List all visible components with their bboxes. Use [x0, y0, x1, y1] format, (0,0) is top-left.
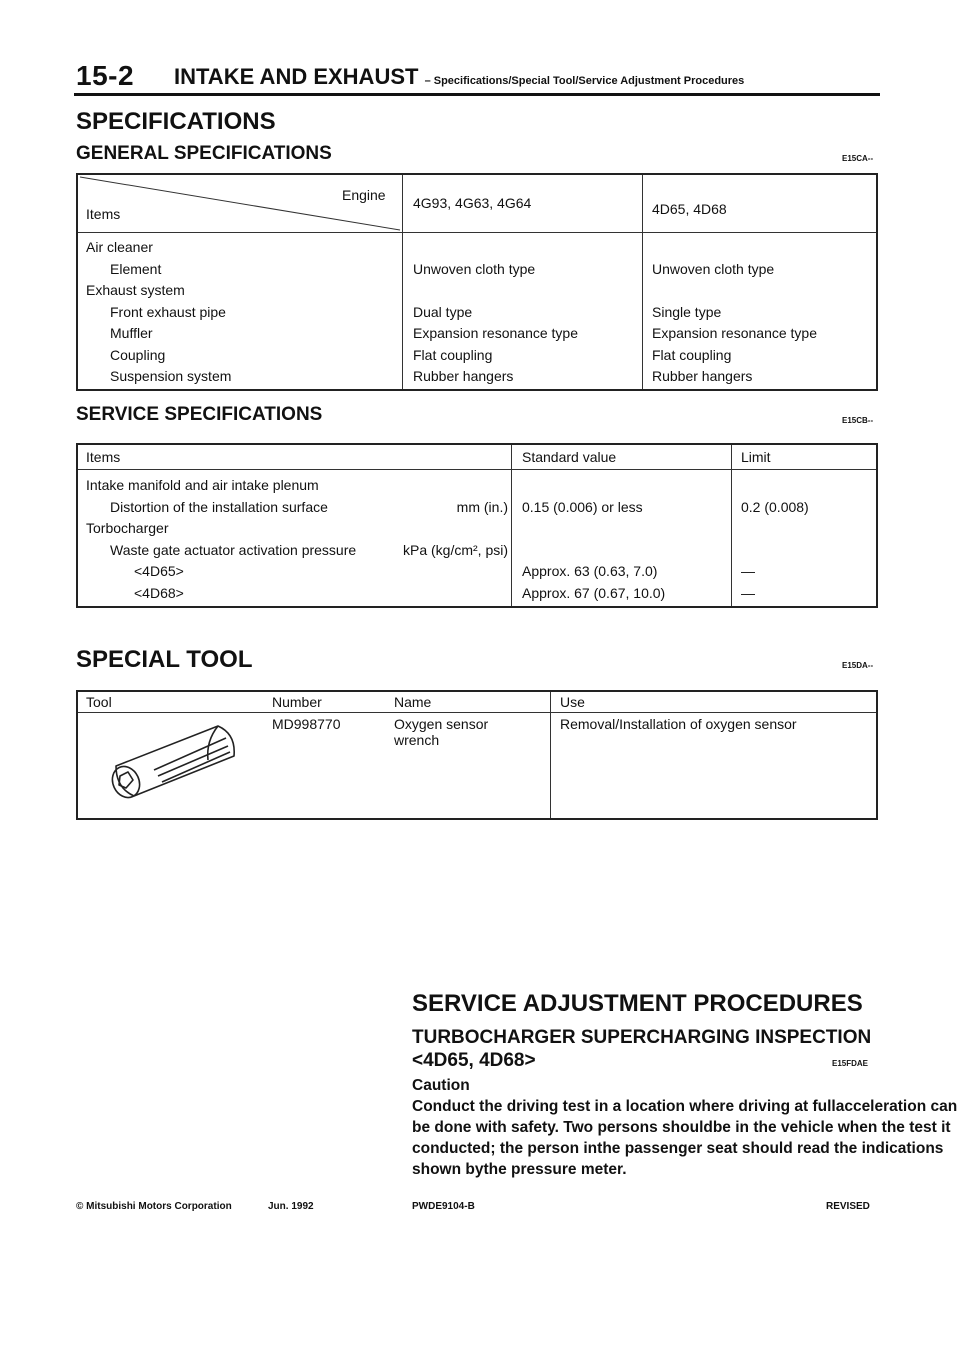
col-header-number: Number	[272, 694, 322, 710]
spec-item: Muffler	[110, 325, 153, 341]
spec-value-4g: Rubber hangers	[413, 368, 514, 384]
spec-value-4d: Unwoven cloth type	[652, 260, 775, 277]
oxygen-sensor-wrench-illustration	[98, 716, 248, 804]
service-unit: kPa (kg/cm², psi)	[402, 541, 508, 558]
col-header-4g: 4G93, 4G63, 4G64	[413, 195, 532, 211]
col-header-use: Use	[560, 694, 585, 710]
spec-value-4g	[413, 237, 578, 259]
values-column-4d	[652, 237, 817, 388]
tool-name-line2: wrench	[394, 732, 440, 748]
adjustment-heading: SERVICE ADJUSTMENT PROCEDURES	[412, 990, 863, 1017]
spec-item: Air cleaner	[86, 239, 153, 255]
col-header-name: Name	[394, 694, 432, 710]
caution-label: Caution	[412, 1077, 470, 1094]
service-item: <4D65>	[134, 563, 184, 579]
limit-value	[741, 540, 809, 562]
standard-value	[522, 518, 665, 540]
tool-name	[394, 716, 488, 748]
special-tool-code: E15DA--	[842, 661, 874, 670]
corner-items-label: Items	[86, 206, 121, 222]
spec-item: Element	[110, 260, 162, 277]
header-rule	[74, 93, 880, 96]
col-header-limit: Limit	[741, 449, 771, 465]
chapter-title-text: INTAKE AND EXHAUST	[174, 64, 419, 89]
tool-use: Removal/Installation of oxygen sensor	[560, 716, 797, 732]
col-divider	[642, 175, 643, 389]
units-column	[358, 475, 508, 604]
spec-value-4g: Expansion resonance type	[413, 325, 578, 341]
limit-value: —	[741, 563, 755, 579]
footer-status: REVISED	[826, 1201, 870, 1212]
col-header-standard: Standard value	[522, 449, 617, 465]
spec-item: Coupling	[110, 346, 166, 363]
service-item: Intake manifold and air intake plenum	[86, 477, 319, 493]
values-column-4g	[413, 237, 578, 388]
col-header-tool: Tool	[86, 694, 112, 710]
service-specs-table	[76, 443, 878, 608]
caution-line: Conduct the driving test in a location where driving at full	[412, 1098, 836, 1115]
service-item: Waste gate actuator activation pressure	[110, 541, 357, 558]
standard-value	[522, 540, 665, 562]
footer-doc-code: PWDE9104-B	[412, 1201, 475, 1212]
service-unit	[358, 583, 508, 605]
header-divider	[78, 712, 876, 713]
service-unit	[358, 475, 508, 497]
caution-line: the pressure meter.	[483, 1161, 627, 1178]
spec-value-4d: Single type	[652, 303, 722, 320]
standard-value: Approx. 67 (0.67, 10.0)	[522, 584, 666, 601]
col-header-4d: 4D65, 4D68	[652, 201, 727, 217]
page-number: 15-2	[76, 60, 135, 91]
items-column	[86, 237, 231, 388]
spec-value-4g	[413, 280, 578, 302]
spec-item: Exhaust system	[86, 282, 185, 298]
service-item: <4D68>	[134, 584, 184, 601]
footer-copyright: © Mitsubishi Motors Corporation	[76, 1201, 232, 1212]
caution-text	[412, 1096, 960, 1180]
spec-item: Front exhaust pipe	[110, 303, 226, 320]
items-column	[86, 475, 356, 604]
service-unit	[358, 518, 508, 540]
tool-number: MD998770	[272, 716, 341, 732]
special-tool-table	[76, 690, 878, 820]
spec-value-4d	[652, 237, 817, 259]
spec-value-4g: Unwoven cloth type	[413, 260, 536, 277]
standard-value: 0.15 (0.006) or less	[522, 498, 643, 515]
spec-value-4d: Flat coupling	[652, 346, 732, 363]
footer-date: Jun. 1992	[268, 1201, 314, 1212]
caution-line: acceleration can be done with safety. Two persons should	[412, 1098, 958, 1136]
service-specs-heading: SERVICE SPECIFICATIONS	[76, 404, 323, 425]
header-divider	[78, 469, 876, 470]
limit-value	[741, 518, 809, 540]
corner-engine-label: Engine	[342, 187, 386, 203]
spec-value-4d: Expansion resonance type	[652, 325, 817, 341]
limit-value: —	[741, 584, 755, 601]
header-divider	[78, 232, 876, 233]
spec-value-4g: Flat coupling	[413, 346, 493, 363]
specifications-heading: SPECIFICATIONS	[76, 108, 276, 135]
tool-name-line1: Oxygen sensor	[394, 716, 489, 732]
service-unit	[358, 561, 508, 583]
spec-value-4d	[652, 280, 817, 302]
adjustment-engine-tag: <4D65, 4D68>	[412, 1050, 536, 1071]
service-specs-code: E15CB--	[842, 416, 874, 425]
adjustment-subheading: TURBOCHARGER SUPERCHARGING INSPECTION	[412, 1027, 872, 1048]
col-divider	[550, 692, 551, 818]
chapter-subtitle: – Specifications/Special Tool/Service Adjustment Procedures	[424, 75, 745, 87]
standard-value: Approx. 63 (0.63, 7.0)	[522, 563, 658, 579]
limit-value: 0.2 (0.008)	[741, 498, 809, 515]
general-specs-heading: GENERAL SPECIFICATIONS	[76, 143, 332, 164]
standard-value	[522, 475, 665, 497]
col-header-items: Items	[86, 449, 121, 465]
spec-item: Suspension system	[110, 368, 232, 384]
service-item: Distortion of the installation surface	[110, 498, 328, 515]
service-item: Torbocharger	[86, 520, 169, 536]
general-specs-table	[76, 173, 878, 391]
spec-value-4d: Rubber hangers	[652, 368, 753, 384]
caution-line: the passenger seat should read the indications shown by	[412, 1140, 944, 1178]
caution-line: be in the vehicle when the test it conducted; the person in	[412, 1119, 951, 1157]
chapter-title	[174, 64, 744, 90]
adjustment-code: E15FDAE	[832, 1059, 869, 1068]
limit-values-column	[741, 475, 809, 604]
standard-values-column	[522, 475, 665, 604]
limit-value	[741, 475, 809, 497]
col-divider	[402, 175, 403, 389]
general-specs-code: E15CA--	[842, 154, 874, 163]
special-tool-heading: SPECIAL TOOL	[76, 646, 253, 673]
service-unit: mm (in.)	[456, 498, 508, 515]
spec-value-4g: Dual type	[413, 303, 473, 320]
